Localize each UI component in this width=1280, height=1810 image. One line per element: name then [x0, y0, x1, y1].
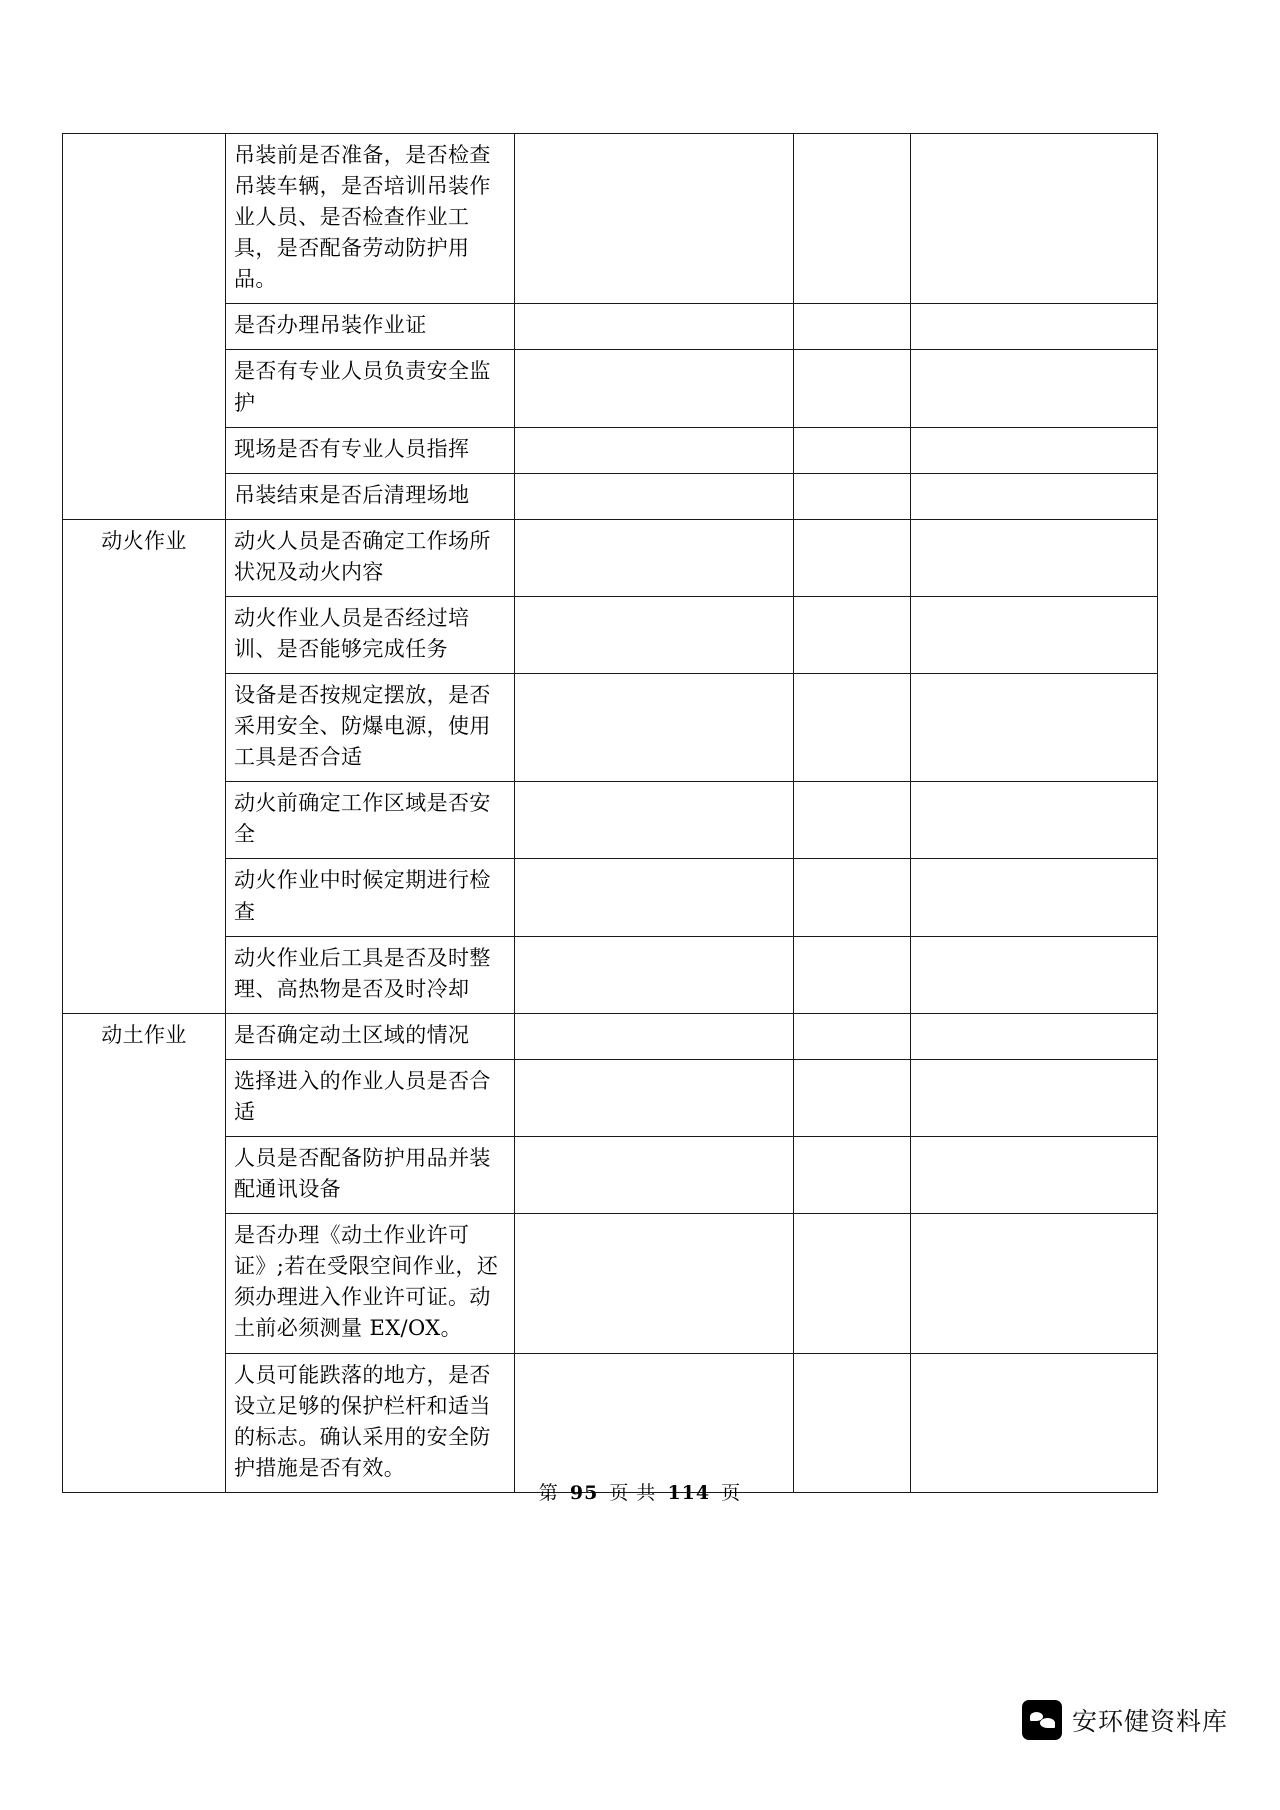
remark-cell[interactable] — [911, 519, 1158, 596]
remark-cell[interactable] — [911, 1137, 1158, 1214]
category-cell-hoisting — [63, 134, 226, 520]
item-cell: 是否有专业人员负责安全监护 — [226, 350, 515, 427]
category-cell-hot-work: 动火作业 — [63, 519, 226, 1013]
table-row — [63, 1059, 1158, 1136]
item-cell: 动火作业人员是否经过培训、是否能够完成任务 — [226, 596, 515, 673]
footer-middle: 页 共 — [609, 1482, 657, 1504]
category-cell-excavation: 动土作业 — [63, 1013, 226, 1492]
table-row — [63, 674, 1158, 782]
checklist-table — [62, 133, 1158, 1493]
item-cell: 动火人员是否确定工作场所状况及动火内容 — [226, 519, 515, 596]
table-row — [63, 1353, 1158, 1492]
item-cell: 人员是否配备防护用品并装配通讯设备 — [226, 1137, 515, 1214]
result-cell[interactable] — [515, 134, 794, 304]
result-cell[interactable] — [515, 1059, 794, 1136]
score-cell[interactable] — [794, 427, 911, 473]
footer-current-page: 95 — [569, 1482, 599, 1504]
table-row — [63, 782, 1158, 859]
item-cell: 动火作业中时候定期进行检查 — [226, 859, 515, 936]
score-cell[interactable] — [794, 1214, 911, 1353]
item-cell: 吊装结束是否后清理场地 — [226, 473, 515, 519]
result-cell[interactable] — [515, 596, 794, 673]
item-cell: 动火前确定工作区域是否安全 — [226, 782, 515, 859]
table-row — [63, 134, 1158, 304]
remark-cell[interactable] — [911, 1214, 1158, 1353]
item-cell: 是否办理《动土作业许可证》;若在受限空间作业，还须办理进入作业许可证。动土前必须测量 EX/OX。 — [226, 1214, 515, 1353]
table-row — [63, 427, 1158, 473]
item-cell: 吊装前是否准备，是否检查吊装车辆，是否培训吊装作业人员、是否检查作业工具，是否配备劳动防护用品。 — [226, 134, 515, 304]
table-row — [63, 473, 1158, 519]
result-cell[interactable] — [515, 519, 794, 596]
result-cell[interactable] — [515, 1214, 794, 1353]
result-cell[interactable] — [515, 674, 794, 782]
remark-cell[interactable] — [911, 859, 1158, 936]
remark-cell[interactable] — [911, 1059, 1158, 1136]
remark-cell[interactable] — [911, 427, 1158, 473]
result-cell[interactable] — [515, 304, 794, 350]
score-cell[interactable] — [794, 134, 911, 304]
table-row — [63, 859, 1158, 936]
result-cell[interactable] — [515, 1137, 794, 1214]
remark-cell[interactable] — [911, 596, 1158, 673]
score-cell[interactable] — [794, 1137, 911, 1214]
item-cell: 选择进入的作业人员是否合适 — [226, 1059, 515, 1136]
table-row — [63, 1013, 1158, 1059]
remark-cell[interactable] — [911, 473, 1158, 519]
table-row — [63, 304, 1158, 350]
checklist-table-container — [62, 133, 1072, 1493]
score-cell[interactable] — [794, 1353, 911, 1492]
score-cell[interactable] — [794, 1013, 911, 1059]
item-cell: 现场是否有专业人员指挥 — [226, 427, 515, 473]
footer-prefix: 第 — [538, 1482, 559, 1504]
footer-suffix: 页 — [721, 1482, 742, 1504]
item-cell: 是否确定动土区域的情况 — [226, 1013, 515, 1059]
remark-cell[interactable] — [911, 350, 1158, 427]
score-cell[interactable] — [794, 859, 911, 936]
result-cell[interactable] — [515, 1353, 794, 1492]
score-cell[interactable] — [794, 473, 911, 519]
table-row — [63, 350, 1158, 427]
table-row — [63, 936, 1158, 1013]
score-cell[interactable] — [794, 304, 911, 350]
remark-cell[interactable] — [911, 936, 1158, 1013]
page-footer — [0, 1478, 1280, 1505]
result-cell[interactable] — [515, 350, 794, 427]
score-cell[interactable] — [794, 936, 911, 1013]
table-row — [63, 1137, 1158, 1214]
result-cell[interactable] — [515, 1013, 794, 1059]
table-row — [63, 519, 1158, 596]
score-cell[interactable] — [794, 782, 911, 859]
remark-cell[interactable] — [911, 782, 1158, 859]
item-cell: 动火作业后工具是否及时整理、高热物是否及时冷却 — [226, 936, 515, 1013]
item-cell: 设备是否按规定摆放，是否采用安全、防爆电源，使用工具是否合适 — [226, 674, 515, 782]
result-cell[interactable] — [515, 859, 794, 936]
remark-cell[interactable] — [911, 1013, 1158, 1059]
remark-cell[interactable] — [911, 674, 1158, 782]
score-cell[interactable] — [794, 519, 911, 596]
result-cell[interactable] — [515, 427, 794, 473]
remark-cell[interactable] — [911, 1353, 1158, 1492]
remark-cell[interactable] — [911, 304, 1158, 350]
remark-cell[interactable] — [911, 134, 1158, 304]
watermark-label: 安环健资料库 — [1071, 1707, 1228, 1736]
table-row — [63, 1214, 1158, 1353]
score-cell[interactable] — [794, 674, 911, 782]
result-cell[interactable] — [515, 936, 794, 1013]
score-cell[interactable] — [794, 596, 911, 673]
watermark-brand — [1022, 1700, 1228, 1740]
result-cell[interactable] — [515, 782, 794, 859]
result-cell[interactable] — [515, 473, 794, 519]
score-cell[interactable] — [794, 350, 911, 427]
item-cell: 是否办理吊装作业证 — [226, 304, 515, 350]
footer-total-pages: 114 — [667, 1482, 711, 1504]
leaf-logo-icon — [1022, 1700, 1062, 1740]
score-cell[interactable] — [794, 1059, 911, 1136]
item-cell: 人员可能跌落的地方，是否设立足够的保护栏杆和适当的标志。确认采用的安全防护措施是否有效。 — [226, 1353, 515, 1492]
table-row — [63, 596, 1158, 673]
